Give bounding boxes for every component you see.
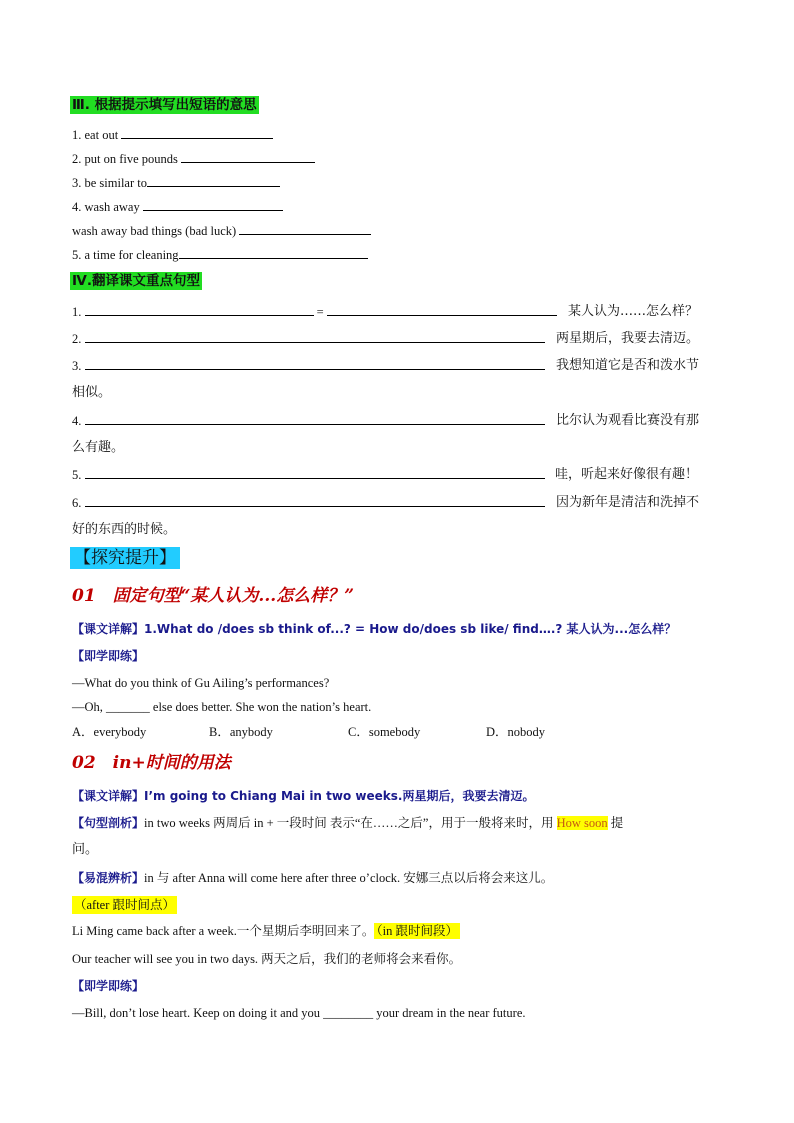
phrase-item-1 bbox=[72, 127, 273, 143]
translate-cn-1: 某人认为……怎么样？ bbox=[568, 304, 699, 319]
answer-blank[interactable] bbox=[85, 331, 545, 343]
answer-blank[interactable] bbox=[239, 223, 371, 235]
answer-blank[interactable] bbox=[179, 247, 368, 259]
translate-item-5 bbox=[72, 467, 545, 483]
translate-cn-3: 我想知道它是否和泼水节 bbox=[556, 358, 700, 373]
phrase-text: wash away bad things (bad luck) bbox=[72, 224, 237, 238]
liming-example bbox=[72, 923, 460, 939]
part01-practice-label: 【即学即练】 bbox=[72, 649, 145, 663]
analysis-line-2: 问。 bbox=[72, 842, 99, 857]
answer-blank[interactable] bbox=[121, 127, 273, 139]
phrase-text: 5. a time for cleaning bbox=[72, 248, 179, 262]
answer-blank[interactable] bbox=[85, 467, 545, 479]
item-number: 4. bbox=[72, 414, 82, 428]
answer-blank[interactable] bbox=[181, 151, 315, 163]
translate-cn-6: 因为新年是清洁和洗掉不 bbox=[556, 495, 700, 510]
item-number: 2. bbox=[72, 332, 82, 346]
phrase-text: 4. wash away bbox=[72, 200, 140, 214]
phrase-item-2 bbox=[72, 151, 315, 167]
phrase-item-4 bbox=[72, 199, 283, 215]
analysis-tail: 提 bbox=[610, 816, 624, 830]
item-number: 6. bbox=[72, 496, 82, 510]
phrase-text: 1. eat out bbox=[72, 128, 119, 142]
translate-item-3 bbox=[72, 358, 545, 374]
explore-title: 【探究提升】 bbox=[70, 547, 180, 569]
translate-cn-2: 两星期后，我要去清迈。 bbox=[556, 331, 700, 346]
answer-blank[interactable] bbox=[147, 175, 280, 187]
part01-question-line-1: —What do you think of Gu Ailing’s performances? bbox=[72, 676, 330, 690]
translate-cn-4: 比尔认为观看比赛没有那 bbox=[556, 413, 700, 428]
translate-item-1 bbox=[72, 304, 557, 320]
liming-sentence: Li Ming came back after a week.一个星期后李明回来了。 bbox=[72, 924, 375, 938]
part02-title: 02 in+时间的用法 bbox=[72, 753, 231, 773]
translate-cn-3-cont: 相似。 bbox=[72, 385, 112, 400]
confuse-text: in 与 after Anna will come here after three o’clock. 安娜三点以后将会来这儿。 bbox=[144, 871, 554, 885]
item-number: 1. bbox=[72, 305, 82, 319]
part02-detail: 【课文详解】I’m going to Chiang Mai in two weeks.两星期后，我要去清迈。 bbox=[72, 789, 535, 803]
phrase-item-3 bbox=[72, 175, 280, 191]
part02-analysis bbox=[72, 815, 623, 831]
translate-cn-4-cont: 么有趣。 bbox=[72, 440, 125, 455]
phrase-item-4b bbox=[72, 223, 371, 239]
answer-blank[interactable] bbox=[327, 304, 557, 316]
part01-title: 01 固定句型“某人认为...怎么样？” bbox=[72, 586, 354, 606]
after-note: （after 跟时间点） bbox=[74, 898, 176, 912]
translate-cn-6-cont: 好的东西的时候。 bbox=[72, 522, 177, 537]
confuse-label: 【易混辨析】 bbox=[72, 871, 145, 885]
part02-practice-label: 【即学即练】 bbox=[72, 979, 145, 993]
in-note: （in 跟时间段） bbox=[376, 924, 458, 938]
translate-item-2 bbox=[72, 331, 545, 347]
part01-question-line-2: —Oh, _______ else does better. She won the nation’s heart. bbox=[72, 700, 372, 714]
analysis-label: 【句型剖析】 bbox=[72, 816, 145, 830]
equals-sign: = bbox=[316, 305, 324, 319]
phrase-text: 2. put on five pounds bbox=[72, 152, 178, 166]
part01-detail: 【课文详解】1.What do /does sb think of...? = How do/does sb like/ find….? 某人认为...怎么样？ bbox=[72, 622, 677, 636]
translate-item-6 bbox=[72, 495, 545, 511]
analysis-text: in two weeks 两周后 in + 一段时间 表示“在……之后”，用于一般将来时，用 bbox=[144, 816, 554, 830]
answer-blank[interactable] bbox=[85, 358, 545, 370]
answer-blank[interactable] bbox=[85, 495, 545, 507]
teacher-example: Our teacher will see you in two days. 两天之后，我们的老师将会来看你。 bbox=[72, 952, 462, 966]
item-number: 3. bbox=[72, 359, 82, 373]
translate-cn-5: 哇，听起来好像很有趣！ bbox=[555, 467, 699, 482]
option-d[interactable]: D．nobody bbox=[486, 725, 546, 739]
bill-question: —Bill, don’t lose heart. Keep on doing it and you ________ your dream in the near future. bbox=[72, 1006, 526, 1020]
section3-heading: Ⅲ. 根据提示填写出短语的意思 bbox=[72, 97, 257, 113]
answer-blank[interactable] bbox=[85, 304, 314, 316]
option-a[interactable]: A．everybody bbox=[72, 725, 147, 739]
phrase-item-5 bbox=[72, 247, 368, 263]
phrase-text: 3. be similar to bbox=[72, 176, 147, 190]
translate-item-4 bbox=[72, 413, 545, 429]
option-b[interactable]: B．anybody bbox=[209, 725, 273, 739]
answer-blank[interactable] bbox=[143, 199, 283, 211]
section4-heading: Ⅳ.翻译课文重点句型 bbox=[72, 273, 200, 289]
option-c[interactable]: C．somebody bbox=[348, 725, 421, 739]
part02-confuse bbox=[72, 870, 553, 886]
answer-blank[interactable] bbox=[85, 413, 545, 425]
item-number: 5. bbox=[72, 468, 82, 482]
how-soon-highlight: How soon bbox=[556, 816, 608, 830]
